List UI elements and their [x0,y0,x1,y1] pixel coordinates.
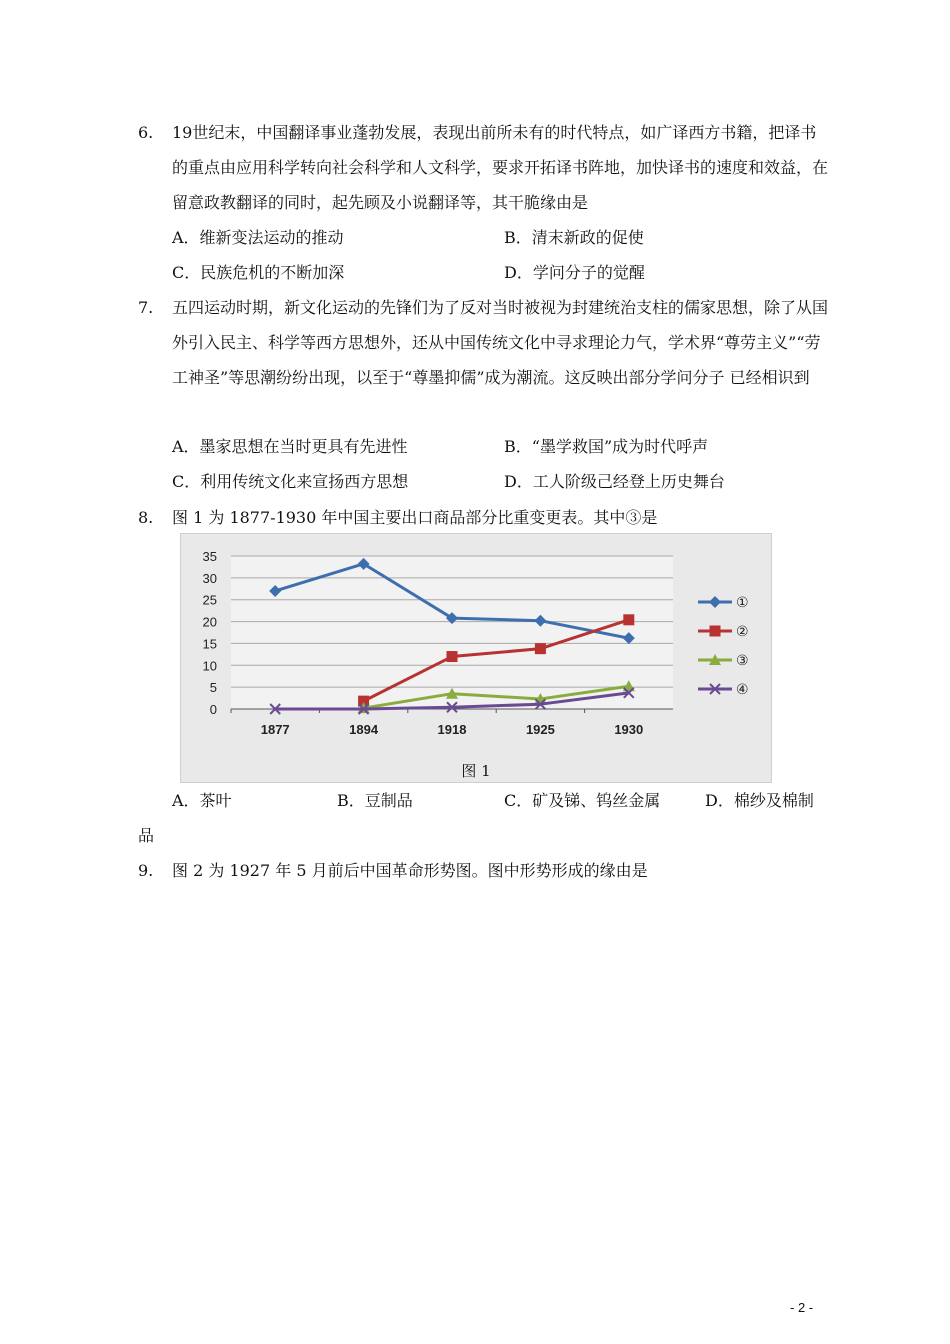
question-text: 图 1 为 1877-1930 年中国主要出口商品部分比重变更表。其中③是 [172,508,658,527]
y-tick-label: 30 [202,570,217,586]
option-c[interactable]: C．矿及锑、钨丝金属 [504,791,661,810]
option-d[interactable]: D．棉纱及棉制 [705,791,814,810]
option-a[interactable]: A．茶叶 [172,791,232,810]
option-c[interactable]: C．利用传统文化来宣扬西方思想 [172,472,409,491]
question-8-options [172,783,822,818]
question-text: 五四运动时期，新文化运动的先锋们为了反对当时被视为封建统治支柱的儒家思想，除了从国外引入民主、科学等西方思想外，还从中国传统文化中寻求理论力气，学术界“尊劳主义”“劳工神圣”等思潮纷纷出现，以至于“尊墨抑儒”成为潮流。这反映出部分学问分子 已经相识到 [172,298,829,387]
x-tick-label: 1918 [437,722,467,737]
legend-label: ③ [736,653,749,669]
option-d-overflow: 品 [138,826,155,845]
legend-marker [709,596,721,608]
question-7 [138,290,828,395]
question-number: 9. [138,861,154,880]
y-tick-label: 0 [209,702,217,717]
option-b[interactable]: B．豆制品 [337,791,413,810]
question-text: 19世纪末，中国翻译事业蓬勃发展，表现出前所未有的时代特点，如广译西方书籍，把译书的重点由应用科学转向社会科学和人文科学，要求开拓译书阵地，加快译书的速度和效益，在留意政教翻译的同时，起先顾及小说翻译等，其干脆缘由是 [172,123,829,212]
option-b[interactable]: B．清末新政的促使 [504,228,644,247]
y-tick-label: 25 [202,592,217,608]
option-a[interactable]: A．维新变法运动的推动 [172,228,344,247]
y-tick-label: 5 [209,680,217,696]
y-tick-label: 15 [202,636,217,652]
page-number: - 2 - [790,1300,814,1315]
x-tick-label: 1877 [260,722,290,737]
legend-label: ① [736,595,749,611]
option-d[interactable]: D．工人阶级己经登上历史舞台 [504,472,725,491]
data-point [623,614,634,625]
line-chart [181,534,771,754]
question-text: 图 2 为 1927 年 5 月前后中国革命形势图。图中形势形成的缘由是 [172,861,648,880]
legend-label: ② [736,624,749,640]
option-a[interactable]: A．墨家思想在当时更具有先进性 [172,437,408,456]
question-number: 7. [138,298,154,317]
question-6 [138,115,828,220]
figure-1 [180,533,772,783]
y-tick-label: 10 [202,658,217,674]
question-7-options [172,429,822,499]
question-6-options [172,220,822,290]
question-8 [138,500,828,535]
figure-caption: 图 1 [461,762,491,780]
option-d[interactable]: D．学问分子的觉醒 [504,263,645,282]
y-tick-label: 35 [202,549,217,564]
legend-marker [710,626,721,637]
option-b[interactable]: B．“墨学救国”成为时代呼声 [504,437,709,456]
x-tick-label: 1894 [349,722,379,737]
x-tick-label: 1930 [614,722,644,737]
question-number: 6. [138,123,154,142]
question-9 [138,853,828,888]
x-tick-label: 1925 [525,722,555,737]
data-point [447,651,458,662]
question-number: 8. [138,508,154,527]
legend-label: ④ [736,682,749,698]
data-point [535,643,546,654]
option-c[interactable]: C．民族危机的不断加深 [172,263,345,282]
y-tick-label: 20 [202,614,217,630]
